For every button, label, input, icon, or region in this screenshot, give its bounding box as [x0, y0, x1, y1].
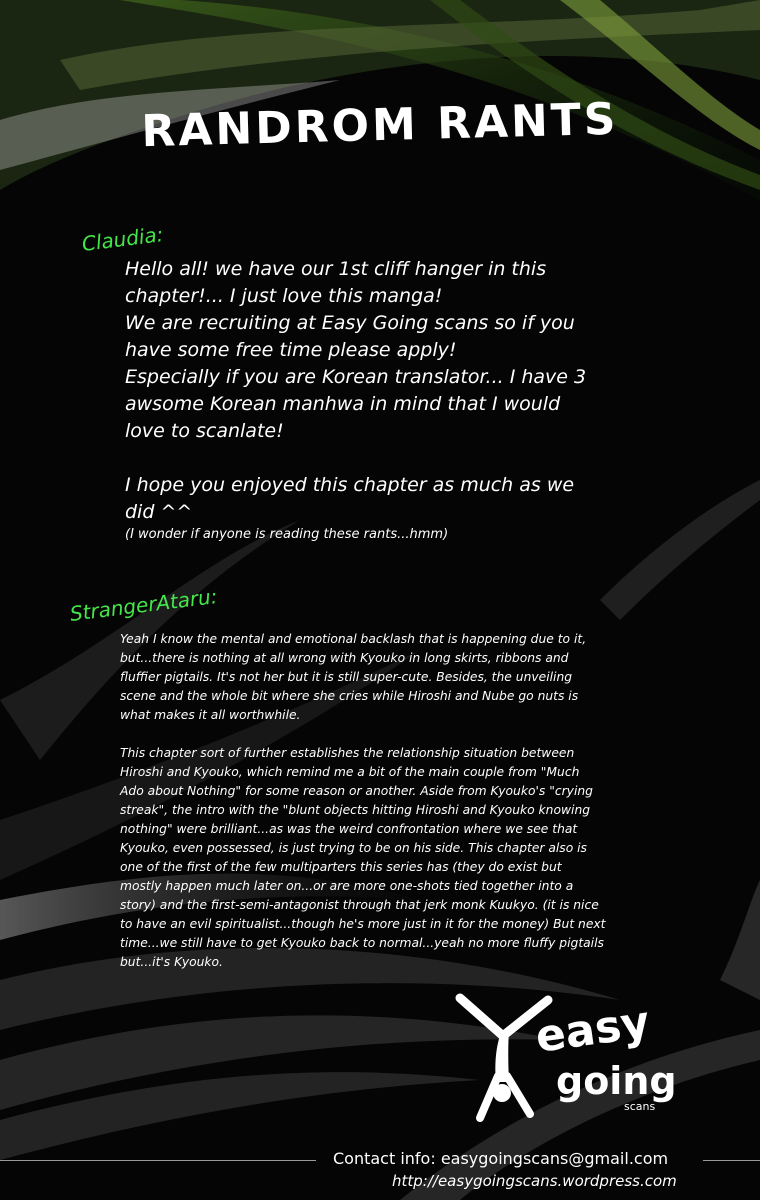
claudia-line: I hope you enjoyed this chapter as much as we — [125, 474, 575, 496]
stranger-author-label: StrangerAtaru: — [68, 584, 219, 626]
claudia-rant — [125, 256, 620, 544]
claudia-line: We are recruiting at Easy Going scans so if you — [125, 312, 575, 334]
logo-word-going: going — [556, 1059, 677, 1103]
stranger-line: streak", the intro with the "blunt objects hitting Hiroshi and Kyouko knowing — [120, 803, 591, 817]
logo-word-easy: easy — [532, 996, 653, 1063]
stranger-line: story) and the first-semi-antagonist through that jerk monk Kuukyo. (it is nice — [120, 898, 599, 912]
claudia-line: chapter!... I just love this manga! — [125, 285, 443, 307]
stranger-line: to have an evil spiritualist...though he's more just in it for the money) But next — [120, 917, 606, 931]
claudia-line: Hello all! we have our 1st cliff hanger in this — [125, 258, 547, 280]
stranger-line: This chapter sort of further establishes the relationship situation between — [120, 746, 575, 760]
logo-word-scans: scans — [624, 1100, 656, 1113]
claudia-line: did ^^ — [125, 501, 193, 523]
claudia-line: Especially if you are Korean translator... I have 3 — [125, 366, 587, 388]
claudia-aside: (I wonder if anyone is reading these rants...hmm) — [125, 527, 449, 542]
stranger-line: time...we still have to get Kyouko back to normal...yeah no more fluffy pigtails — [120, 936, 604, 950]
claudia-line: love to scanlate! — [125, 420, 284, 442]
stranger-line: what makes it all worthwhile. — [120, 708, 301, 722]
stranger-line: one of the first of the few multiparters this series has (they do exist but — [120, 860, 562, 874]
stranger-line: Hiroshi and Kyouko, which remind me a bit of the main couple from "Much — [120, 765, 580, 779]
contact-info: Contact info: easygoingscans@gmail.com — [333, 1149, 669, 1168]
page-title: RANDROM RANTS — [140, 93, 620, 158]
footer-divider-left — [0, 1160, 316, 1161]
website-link[interactable]: http://easygoingscans.wordpress.com — [392, 1172, 677, 1190]
stranger-rant — [120, 630, 640, 972]
stranger-line: nothing" were brilliant...as was the weird confrontation where we see that — [120, 822, 578, 836]
footer-divider-right — [703, 1160, 760, 1161]
stranger-line: Ado about Nothing" for some reason or another. Aside from Kyouko's "crying — [120, 784, 593, 798]
claudia-author-label: Claudia: — [80, 222, 165, 256]
stranger-line: but...there is nothing at all wrong with Kyouko in long skirts, ribbons and — [120, 651, 569, 665]
stranger-line: Kyouko, even possessed, is just trying to be on his side. This chapter also is — [120, 841, 587, 855]
stranger-line: but...it's Kyouko. — [120, 955, 223, 969]
easy-going-scans-logo — [452, 990, 692, 1125]
claudia-line: awsome Korean manhwa in mind that I would — [125, 393, 561, 415]
stranger-line: fluffier pigtails. It's not her but it is still super-cute. Besides, the unveiling — [120, 670, 573, 684]
stranger-line: mostly happen much later on...or are more one-shots tied together into a — [120, 879, 574, 893]
claudia-line: have some free time please apply! — [125, 339, 457, 361]
stranger-line: scene and the whole bit where she cries while Hiroshi and Nube go nuts is — [120, 689, 579, 703]
stranger-line: Yeah I know the mental and emotional backlash that is happening due to it, — [120, 632, 587, 646]
